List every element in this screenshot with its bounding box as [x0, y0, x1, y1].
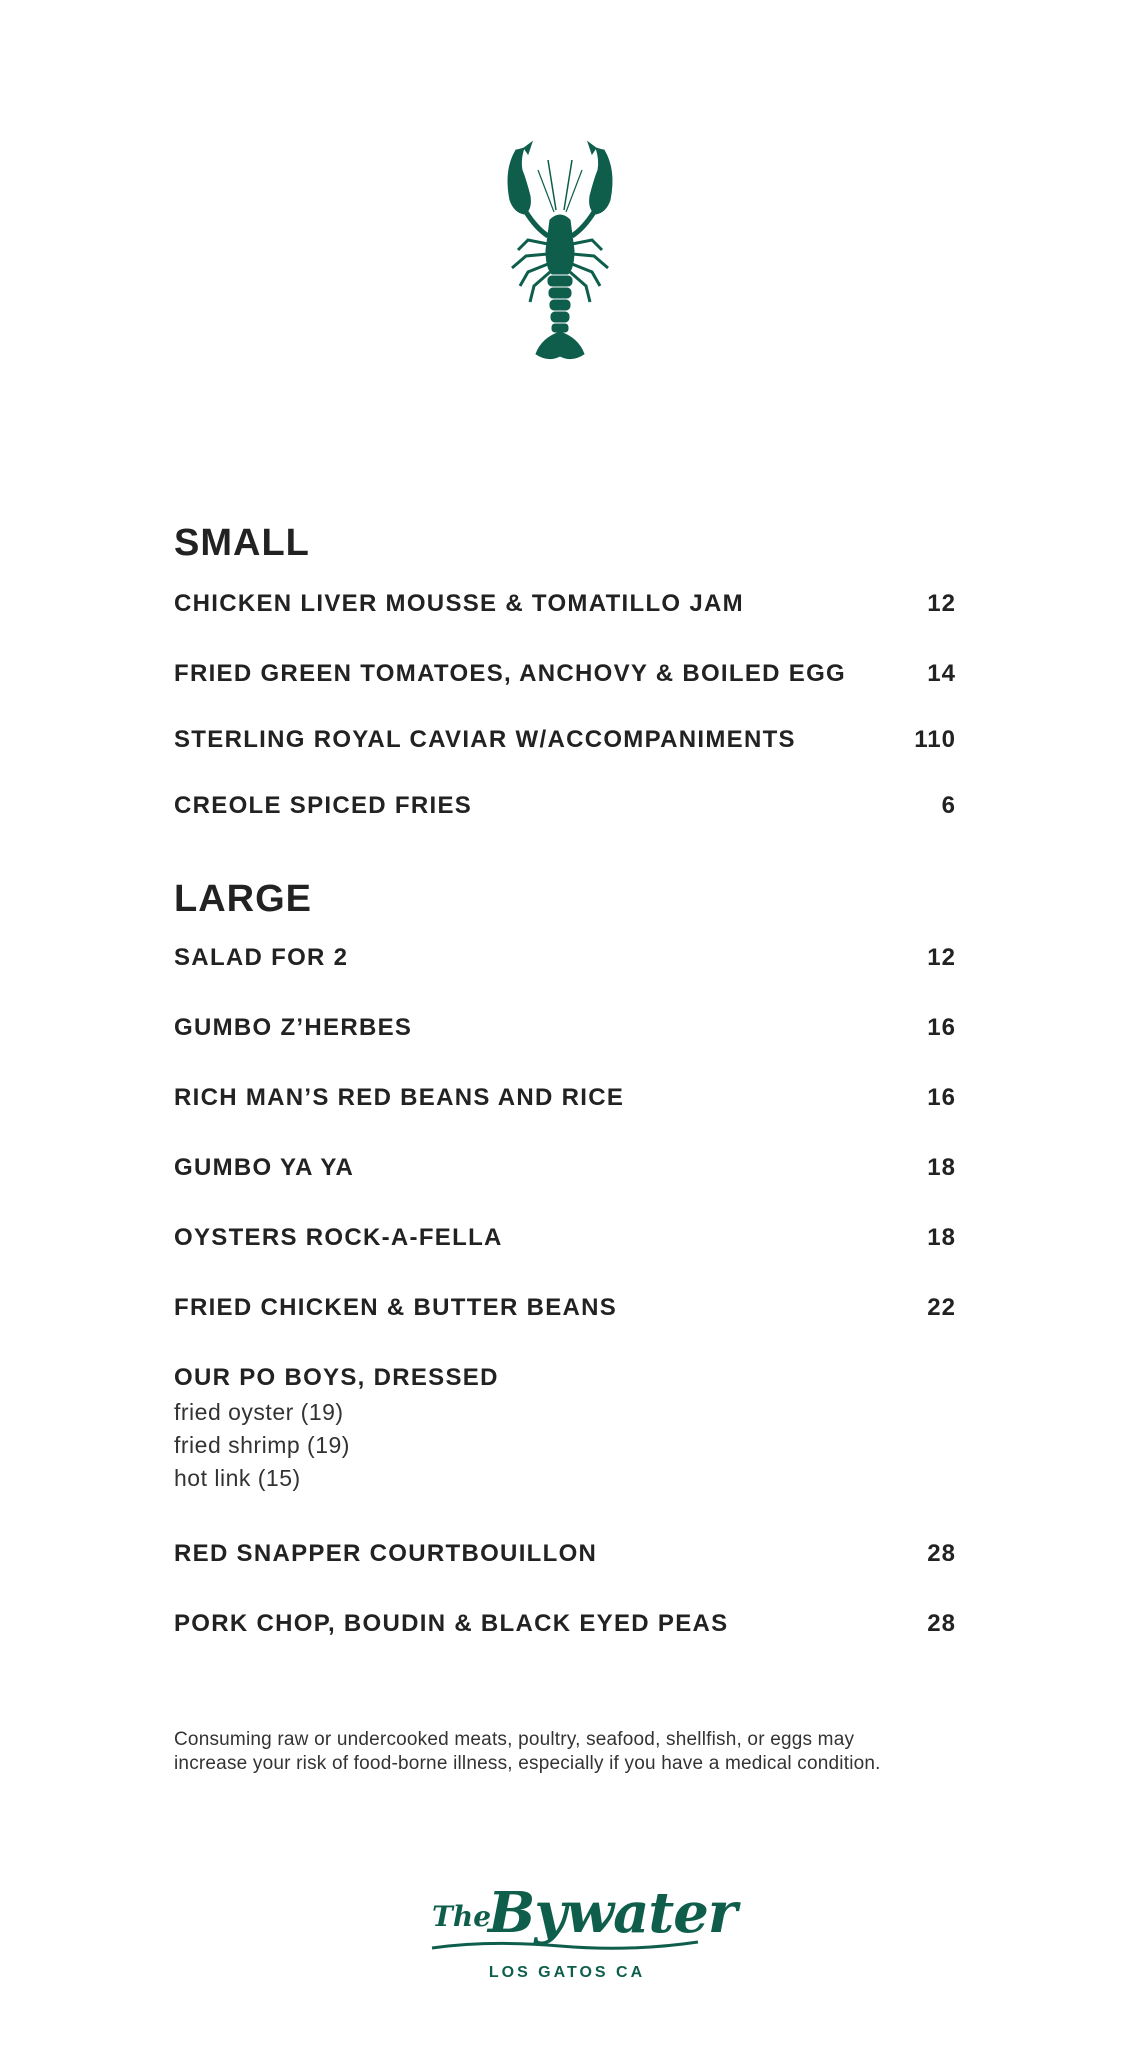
menu-item	[174, 590, 956, 618]
crawfish-icon	[498, 140, 622, 364]
menu-item-name: FRIED CHICKEN & BUTTER BEANS	[174, 1294, 618, 1321]
menu-item-price: 16	[927, 1084, 956, 1111]
section-title-small: SMALL	[174, 522, 310, 564]
logo-location: LOS GATOS CA	[488, 1964, 646, 1981]
menu-item-price: 12	[927, 590, 956, 617]
po-boy-option: hot link (15)	[174, 1465, 301, 1491]
menu-item	[174, 1084, 956, 1112]
menu-item-name: OYSTERS ROCK-A-FELLA	[174, 1224, 503, 1251]
menu-item-price: 6	[941, 792, 956, 819]
menu-item-name: PORK CHOP, BOUDIN & BLACK EYED PEAS	[174, 1610, 729, 1637]
disclaimer-line: Consuming raw or undercooked meats, poultry, seafood, shellfish, or eggs may	[174, 1729, 855, 1750]
po-boys-group	[174, 1364, 956, 1495]
menu-item	[174, 1294, 956, 1322]
menu-item-price: 16	[927, 1014, 956, 1041]
menu-item-name: GUMBO YA YA	[174, 1154, 355, 1181]
menu-item-price: 22	[927, 1294, 956, 1321]
menu-item	[174, 1224, 956, 1252]
po-boy-option: fried shrimp (19)	[174, 1432, 350, 1458]
menu-item	[174, 1540, 956, 1568]
menu-item-name: GUMBO Z’HERBES	[174, 1014, 413, 1041]
menu-item	[174, 726, 956, 754]
menu-item-name: FRIED GREEN TOMATOES, ANCHOVY & BOILED EGG	[174, 660, 847, 687]
menu-item	[174, 1610, 956, 1638]
menu-item-name: STERLING ROYAL CAVIAR W/ACCOMPANIMENTS	[174, 726, 796, 753]
menu-item-name: SALAD FOR 2	[174, 944, 349, 971]
menu-item-price: 12	[927, 944, 956, 971]
menu-item-price: 18	[927, 1154, 956, 1181]
menu-item	[174, 660, 956, 688]
po-boy-option: fried oyster (19)	[174, 1399, 344, 1425]
menu-item-name: CREOLE SPICED FRIES	[174, 792, 473, 819]
menu-item-name: RICH MAN’S RED BEANS AND RICE	[174, 1084, 625, 1111]
logo-swash-icon	[430, 1936, 700, 1956]
menu-item-price: 18	[927, 1224, 956, 1251]
logo-name: Bywater	[488, 1880, 737, 1946]
menu-item	[174, 944, 956, 972]
po-boys-title: OUR PO BOYS, DRESSED	[174, 1364, 499, 1391]
menu-item-price: 28	[927, 1540, 956, 1567]
menu-item-price: 14	[927, 660, 956, 687]
menu-item	[174, 792, 956, 820]
menu-item-name: RED SNAPPER COURTBOUILLON	[174, 1540, 598, 1567]
menu-item	[174, 1154, 956, 1182]
menu-item	[174, 1014, 956, 1042]
menu-item-price: 28	[927, 1610, 956, 1637]
logo-the: The	[432, 1900, 492, 1933]
bywater-logo	[430, 1880, 737, 1981]
menu-item-name: CHICKEN LIVER MOUSSE & TOMATILLO JAM	[174, 590, 744, 617]
disclaimer-line: increase your risk of food-borne illness, especially if you have a medical condition.	[174, 1753, 881, 1774]
section-title-large: LARGE	[174, 878, 312, 920]
food-safety-disclaimer	[174, 1728, 974, 1776]
menu-item-price: 110	[914, 726, 956, 753]
